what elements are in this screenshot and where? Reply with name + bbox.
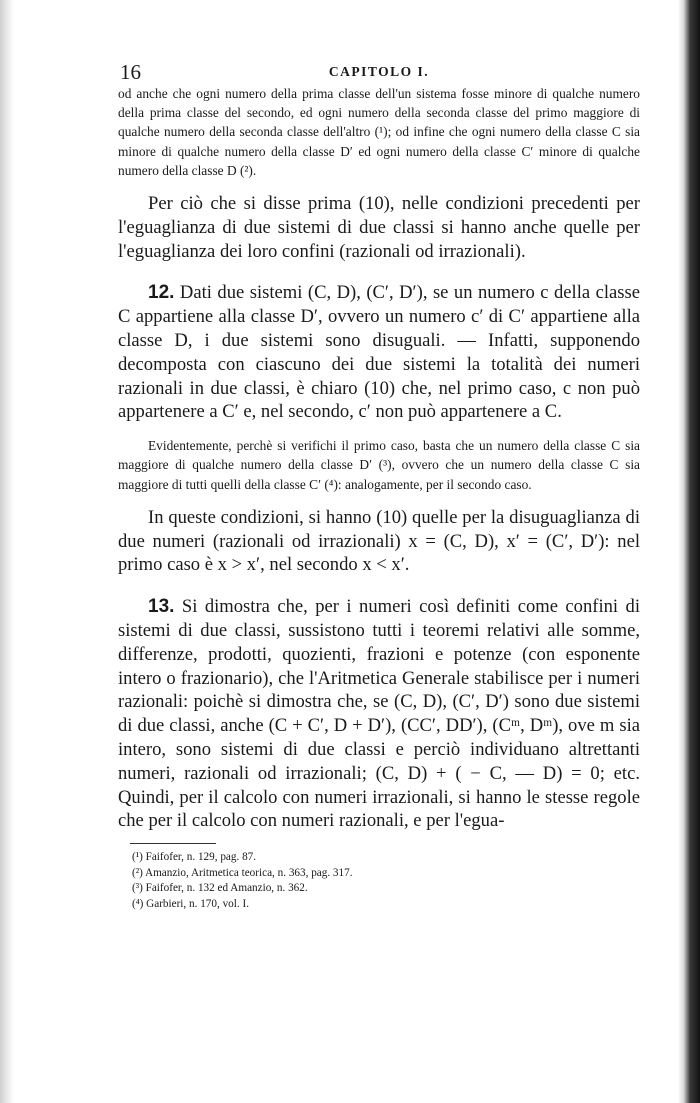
section-13 <box>118 595 640 833</box>
paragraph-equality-limits: Per ciò che si disse prima (10), nelle condizioni precedenti per l'eguaglianza di due sistemi di due classi si hanno anche quelle per l'eguaglianza dei loro confini (razionali od irrazionali). <box>118 193 640 262</box>
page-number: 16 <box>120 60 141 84</box>
footnote-2: (²) Amanzio, Aritmetica teorica, n. 363, pag. 317. <box>132 866 353 879</box>
page-header <box>118 58 640 84</box>
paragraph-inequality: In queste condizioni, si hanno (10) quelle per la disuguaglianza di due numeri (razionali od irrazionali) x = (C, D), x′ = (C′, D′): nel primo caso è x > x′, nel secondo x < x′. <box>118 506 640 576</box>
scan-left-edge <box>0 0 14 1103</box>
footnote-4: (⁴) Garbieri, n. 170, vol. I. <box>132 897 249 910</box>
section-number-12: 12. <box>148 282 175 304</box>
paragraph-continuation: od anche che ogni numero della prima classe dell'un sistema fosse minore di qualche numero della prima classe del secondo, ed ogni numero della seconda classe del primo maggiore di qualche numero della seconda classe dell'altro (¹); od infine che ogni numero della classe C sia minore di qualche numero della classe D′ ed ogni numero della classe C′ minore di qualche numero della classe D (²). <box>118 86 640 178</box>
section-number-13: 13. <box>148 596 175 618</box>
footnote-3: (³) Faifofer, n. 132 ed Amanzio, n. 362. <box>132 882 308 895</box>
paragraph-remark: Evidentemente, perchè si verifichi il primo caso, basta che un numero della classe C sia maggiore di qualche numero della classe D′ (³), ovvero che un numero della classe C sia maggiore di tutti quelli della classe C′ (⁴): analogamente, per il secondo caso. <box>118 438 640 492</box>
scan-right-edge <box>678 0 700 1103</box>
book-page <box>118 58 640 913</box>
section-12 <box>118 281 640 424</box>
section-13-text: Si dimostra che, per i numeri così definiti come confini di sistemi di due classi, sussistono tutti i teoremi relativi alle somme, differenze, prodotti, quozienti, frazioni e potenze (con esponente intero o frazionario), che l'Aritmetica Generale stabilisce per i numeri razionali: poichè si dimostra che, se (C, D), (C′, D′) sono due sistemi di due classi, anche (C + C′, D + D′), (CC′, DD′), (Cᵐ, Dᵐ), ove m sia intero, sono sistemi di due classi e perciò individuano altrettanti numeri, razionali od irrazionali; (C, D) + ( − C, — D) = 0; etc. Quindi, per il calcolo con numeri irrazionali, si hanno le stesse regole che per il calcolo con numeri razionali, e per l'egua- <box>118 596 640 832</box>
footnote-rule <box>130 843 216 844</box>
footnote-1: (¹) Faifofer, n. 129, pag. 87. <box>132 851 257 864</box>
running-title: CAPITOLO I. <box>328 64 430 79</box>
footnotes <box>118 850 640 912</box>
section-12-text: Dati due sistemi (C, D), (C′, D′), se un numero c della classe C appartiene alla classe D′, ovvero un numero c′ di C′ appartiene alla classe D, i due sistemi sono disuguali. — Infatti, supponendo decomposta con ciascuno dei due sistemi la totalità dei numeri razionali in due classi, è chiaro (10) che, nel primo caso, c non può appartenere a C′ e, nel secondo, c′ non può appartenere a C. <box>118 282 640 423</box>
